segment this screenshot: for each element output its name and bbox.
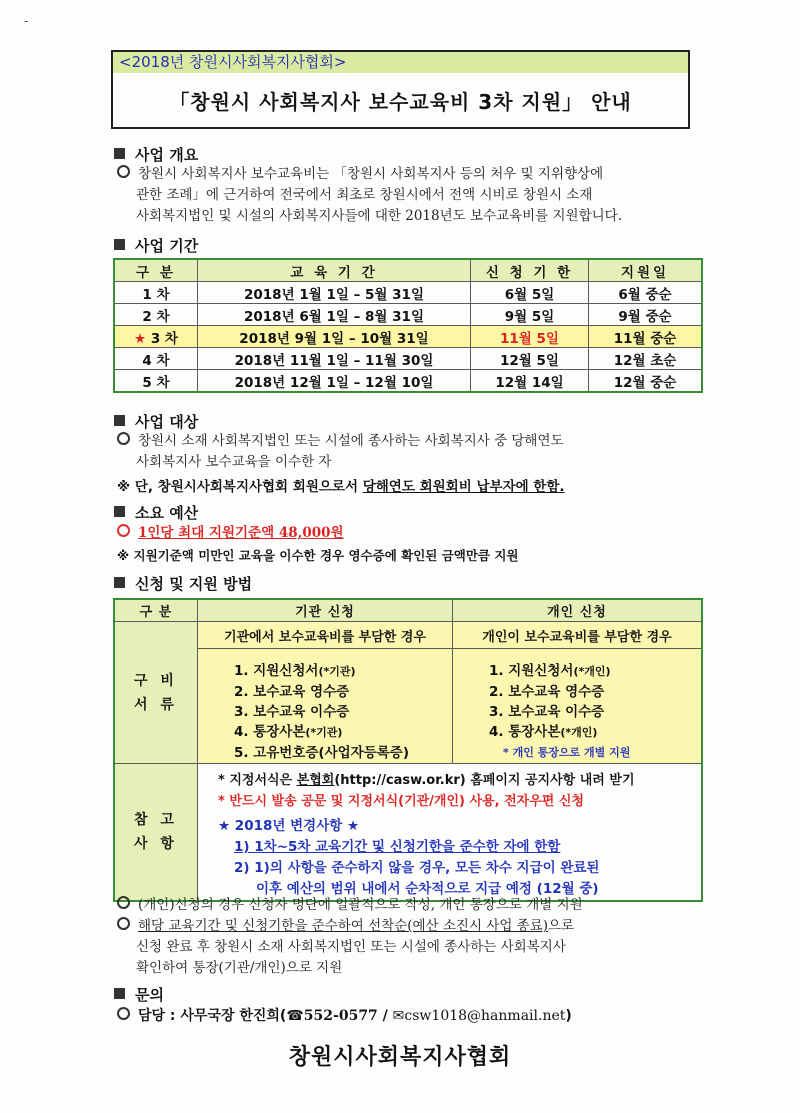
target-heading: 사업 대상 (135, 413, 199, 431)
col-round: 구 분 (114, 259, 198, 282)
footer-org: 창원시사회복지사협회 (288, 1045, 512, 1070)
cell-deadline: 12월 14일 (471, 370, 589, 393)
list-item (234, 722, 452, 743)
method-heading: 신청 및 지원 방법 (135, 575, 253, 593)
method-table-header (114, 599, 702, 622)
docs-label (114, 622, 198, 764)
method-table (113, 598, 703, 902)
table-row (114, 764, 702, 902)
cell-round: 1 차 (114, 282, 198, 304)
doc-tag: (*기관) (318, 665, 356, 678)
ind-docs (453, 649, 703, 764)
period-heading: 사업 기간 (135, 237, 199, 255)
square-bullet-icon (114, 148, 125, 159)
extra-line-3: 신청 완료 후 창원시 소재 사회복지법인 또는 시설에 종사하는 사회복지사 (136, 939, 566, 955)
star-icon: ★ (134, 330, 147, 347)
contact-prefix: 담당 : 사무국장 한진희( (138, 1008, 287, 1024)
circle-bullet-icon (117, 1007, 130, 1020)
list-item (489, 702, 701, 722)
target-line-2: 사회복지사 보수교육을 이수한 자 (136, 454, 332, 470)
ref-note-1-post: (http://casw.or.kr) 홈페이지 공지사항 내려 받기 (334, 773, 635, 788)
cell-support: 12월 중순 (589, 370, 703, 393)
change-1: 1) 1차~5차 교육기간 및 신청기한을 준수한 자에 한함 (234, 839, 561, 855)
col-period: 교 육 기 간 (198, 259, 471, 282)
square-bullet-icon (114, 415, 125, 426)
circle-bullet-icon (117, 432, 130, 445)
budget-heading: 소요 예산 (135, 504, 199, 522)
list-item (234, 702, 452, 722)
target-note-prefix: ※ 단, 창원시사회복지사협회 회원으로서 (117, 479, 363, 495)
ref-note-1-pre: * 지정서식은 (218, 773, 297, 788)
ref-label (114, 764, 198, 902)
contact-suffix: ) (565, 1008, 572, 1024)
contact-heading: 문의 (135, 986, 164, 1004)
section-heading-contact (114, 984, 164, 1005)
section-heading-budget (114, 502, 198, 523)
extra-line-4: 확인하여 통장(기관/개인)으로 지원 (136, 960, 343, 976)
budget-note: ※ 지원기준액 미만인 교육을 이수한 경우 영수증에 확인된 금액만큼 지원 (117, 548, 519, 563)
col-org: 기관 신청 (198, 599, 453, 622)
cell-support: 6월 중순 (589, 282, 703, 304)
doc-tag: (*개인) (560, 726, 598, 739)
doc-text: 1. 지원신청서 (489, 663, 574, 679)
budget-line (117, 523, 344, 544)
col-support: 지원일 (589, 259, 703, 282)
section-heading-target (114, 411, 198, 432)
ind-note: * 개인 통장으로 개별 지원 (503, 746, 631, 759)
list-item (489, 661, 701, 682)
doc-tag: (*기관) (305, 726, 343, 739)
extra-line-2-post: 으로 (548, 918, 575, 934)
cell-deadline: 9월 5일 (471, 304, 589, 326)
cell-period: 2018년 12월 1일 – 12월 10일 (198, 370, 471, 393)
table-row (114, 622, 702, 649)
square-bullet-icon (114, 988, 125, 999)
circle-bullet-icon (117, 524, 130, 537)
table-row (114, 649, 702, 764)
square-bullet-icon (114, 239, 125, 250)
cell-round: 4 차 (114, 348, 198, 370)
section-heading-overview (114, 144, 198, 165)
cell-round: 5 차 (114, 370, 198, 393)
doc-tag: (*개인) (573, 665, 611, 678)
docs-label-2: 서 류 (134, 696, 178, 713)
list-item (234, 661, 452, 682)
ref-note-2: * 반드시 발송 공문 및 지정서식(기관/개인) 사용, 전자우편 신청 (218, 794, 584, 809)
col-ind: 개인 신청 (453, 599, 703, 622)
ref-notes (198, 764, 703, 902)
change-2b: 이후 예산의 범위 내에서 순차적으로 지급 예정 (12월 중) (256, 881, 599, 897)
homepage-link[interactable]: 본협회 (296, 773, 335, 788)
circle-bullet-icon (117, 165, 130, 178)
cell-period: 2018년 9월 1일 – 10월 31일 (198, 326, 471, 348)
page-title: 「창원시 사회복지사 보수교육비 3차 지원」 안내 (169, 90, 632, 114)
square-bullet-icon (114, 577, 125, 588)
email-icon: ✉ (392, 1008, 405, 1024)
contact-sep: / (377, 1008, 393, 1024)
table-row (114, 370, 702, 393)
list-item (234, 682, 452, 702)
list-item (489, 722, 701, 743)
section-heading-method (114, 573, 252, 594)
period-table-header (114, 259, 702, 282)
extra-line-2-emph: 해당 교육기간 및 신청기한을 준수하여 선착순(예산 소진시 사업 종료) (138, 918, 549, 934)
table-row-highlighted (114, 326, 702, 348)
list-item (234, 743, 452, 763)
doc-text: 5. 고유번호증(사업자등록증) (234, 745, 410, 761)
cell-support: 11월 중순 (589, 326, 703, 348)
org-sub-header: 기관에서 보수교육비를 부담한 경우 (198, 622, 453, 649)
contact-email[interactable]: csw1018@hanmail.net (404, 1008, 566, 1024)
overview-line-2: 관한 조례」에 근거하여 전국에서 최초로 창원시에서 전액 시비로 창원시 소재 (136, 187, 593, 203)
square-bullet-icon (114, 506, 125, 517)
extra-line-1: (개인)신청의 경우 신청자 명단에 일괄적으로 작성, 개인 통장으로 개별 지원 (138, 897, 583, 913)
phone-icon: ☎ (286, 1008, 304, 1024)
cell-period: 2018년 6월 1일 – 8월 31일 (198, 304, 471, 326)
circle-bullet-icon (117, 917, 130, 930)
doc-text: 1. 지원신청서 (234, 663, 319, 679)
budget-amount: 1인당 최대 지원기준액 48,000원 (138, 525, 344, 541)
round-label: 3 차 (150, 330, 178, 347)
col-deadline: 신 청 기 한 (471, 259, 589, 282)
extra-notes (117, 895, 737, 979)
col-category: 구 분 (114, 599, 198, 622)
target-note (117, 475, 565, 495)
corner-mark: - (24, 14, 29, 28)
ref-label-1: 참 고 (134, 812, 178, 828)
target-text (117, 431, 717, 473)
cell-round (114, 326, 198, 348)
contact-line (117, 1005, 572, 1025)
cell-support: 12월 초순 (589, 348, 703, 370)
list-item (489, 682, 701, 702)
ind-sub-header: 개인이 보수교육비를 부담한 경우 (453, 622, 703, 649)
doc-text: 3. 보수교육 이수증 (489, 704, 605, 720)
circle-bullet-icon (117, 896, 130, 909)
overview-line-1: 창원시 사회복지사 보수교육비는 「창원시 사회복지사 등의 처우 및 지위향상에 (138, 166, 604, 182)
period-table (113, 258, 703, 393)
ref-label-2: 사 항 (134, 836, 178, 852)
cell-deadline: 12월 5일 (471, 348, 589, 370)
cell-period: 2018년 1월 1일 – 5월 31일 (198, 282, 471, 304)
header-org-label: <2018년 창원시사회복지사협회> (119, 53, 347, 71)
contact-phone: 552-0577 (303, 1008, 378, 1024)
cell-round: 2 차 (114, 304, 198, 326)
org-docs (198, 649, 453, 764)
overview-text (117, 164, 717, 227)
ref-note-1 (218, 770, 701, 791)
table-row (114, 348, 702, 370)
changes-title: ★ 2018년 변경사항 ★ (218, 818, 360, 834)
overview-line-3: 사회복지법인 및 시설의 사회복지사들에 대한 2018년도 보수교육비를 지원합니다. (136, 208, 622, 224)
doc-text: 2. 보수교육 영수증 (234, 684, 350, 700)
doc-text: 3. 보수교육 이수증 (234, 704, 350, 720)
docs-label-1: 구 비 (134, 672, 178, 689)
doc-text: 4. 통장사본 (234, 724, 306, 740)
table-row (114, 304, 702, 326)
target-note-emph: 당해연도 회원회비 납부자에 한함. (362, 479, 565, 495)
table-row (114, 282, 702, 304)
cell-period: 2018년 11월 1일 – 11월 30일 (198, 348, 471, 370)
cell-deadline: 11월 5일 (471, 326, 589, 348)
section-heading-period (114, 235, 198, 256)
doc-text: 2. 보수교육 영수증 (489, 684, 605, 700)
cell-deadline: 6월 5일 (471, 282, 589, 304)
doc-text: 4. 통장사본 (489, 724, 561, 740)
change-2a: 2) 1)의 사항을 준수하지 않을 경우, 모든 차수 지급이 완료된 (234, 860, 600, 876)
cell-support: 9월 중순 (589, 304, 703, 326)
target-line-1: 창원시 소재 사회복지법인 또는 시설에 종사하는 사회복지사 중 당해연도 (138, 433, 564, 449)
overview-heading: 사업 개요 (135, 146, 199, 164)
